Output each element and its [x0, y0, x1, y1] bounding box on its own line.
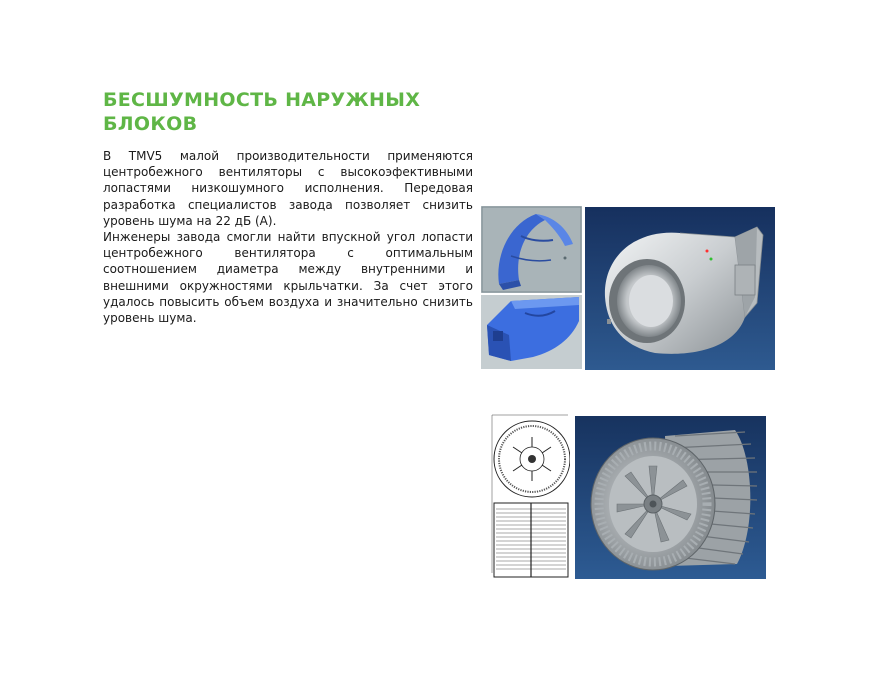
page-title	[103, 88, 433, 136]
fan-housing-render	[585, 207, 775, 370]
impeller-technical-drawing	[490, 413, 570, 581]
body-text	[103, 148, 473, 326]
impeller-render	[575, 416, 766, 579]
page-title-line-1: БЕСШУМНОСТЬ НАРУЖНЫХ	[103, 89, 421, 111]
paragraph-2: Инженеры завода смогли найти впускной угол лопасти центробежного вентилятора с оптимальным соотношением диаметра между внутренними и внешними окружностями крыльчатки. За счет этого удалось повысить объем воздуха и значительно снизить уровень шума.	[103, 230, 473, 326]
housing-part-render-2	[481, 295, 582, 369]
paragraph-1: В TMV5 малой производительности применяются центробежного вентиляторы с высокоэфективными лопастями низкошумного исполнения. Передовая разработка специалистов завода позволяет снизить уровень шума на 22 дБ (А).	[103, 149, 473, 228]
page-title-line-2: БЛОКОВ	[103, 113, 198, 135]
housing-part-render-1	[481, 206, 582, 293]
